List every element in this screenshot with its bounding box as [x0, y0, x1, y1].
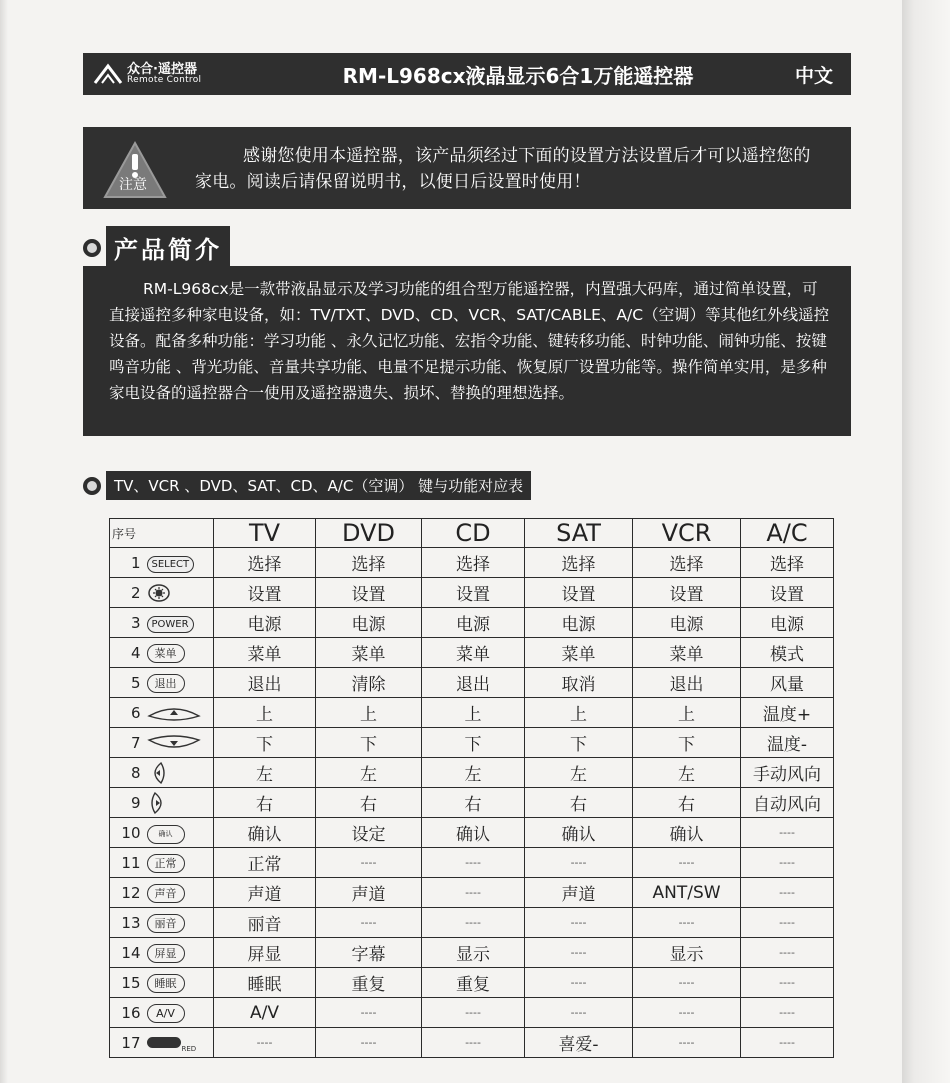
- function-cell: ----: [633, 1028, 741, 1058]
- function-cell: 电源: [741, 608, 834, 638]
- row-number: 13: [110, 908, 144, 938]
- function-cell: 选择: [422, 548, 525, 578]
- function-cell: ----: [422, 1028, 525, 1058]
- remote-key-cell: [144, 548, 214, 578]
- function-cell: ----: [422, 848, 525, 878]
- row-number: 11: [110, 848, 144, 878]
- remote-key-label: 正常: [147, 854, 185, 873]
- col-header-dvd: DVD: [316, 519, 422, 548]
- setup-key-icon: [147, 583, 171, 603]
- remote-key-cell: [144, 758, 214, 788]
- function-cell: 选择: [525, 548, 633, 578]
- function-cell: ----: [422, 908, 525, 938]
- table-row: [110, 728, 834, 758]
- remote-key-cell: [144, 578, 214, 608]
- table-row: [110, 908, 834, 938]
- row-number: 2: [110, 578, 144, 608]
- function-cell: 菜单: [316, 638, 422, 668]
- table-heading: [83, 471, 531, 500]
- table-row: [110, 968, 834, 998]
- remote-key-cell: [144, 818, 214, 848]
- function-cell: 清除: [316, 668, 422, 698]
- remote-key-cell: [144, 848, 214, 878]
- remote-key-label: SELECT: [147, 556, 195, 573]
- function-cell: 上: [525, 698, 633, 728]
- function-cell: 选择: [214, 548, 316, 578]
- intro-text: RM-L968cx是一款带液晶显示及学习功能的组合型万能遥控器，内置强大码库，通过简单设置，可直接遥控多种家电设备，如：TV/TXT、DVD、CD、VCR、SAT/CABLE、A/C（空调）等其他红外线遥控设备。配备多种功能：学习功能 、永久记忆功能、宏指令功能、键转移功能、时钟功能、闹钟功能、按键鸣音功能 、背光功能、音量共享功能、电量不足提示功能、恢复原厂设置功能等。操作简单实用，是多种家电设备的遥控器合一使用及遥控器遗失、损坏、替换的理想选择。: [109, 280, 830, 402]
- function-cell: 菜单: [214, 638, 316, 668]
- function-cell: ----: [316, 1028, 422, 1058]
- remote-key-cell: [144, 698, 214, 728]
- remote-key-cell: [144, 638, 214, 668]
- function-cell: ----: [316, 848, 422, 878]
- function-cell: 选择: [633, 548, 741, 578]
- table-row: [110, 1028, 834, 1058]
- function-cell: ----: [525, 938, 633, 968]
- function-cell: 选择: [741, 548, 834, 578]
- function-cell: 菜单: [422, 638, 525, 668]
- function-cell: ----: [741, 968, 834, 998]
- function-cell: ----: [741, 998, 834, 1028]
- function-cell: 左: [633, 758, 741, 788]
- seq-header: 序号: [110, 519, 214, 548]
- remote-key-label: 退出: [147, 674, 185, 693]
- table-row: [110, 548, 834, 578]
- intro-heading: [83, 226, 230, 269]
- function-cell: 声道: [525, 878, 633, 908]
- language-label: 中文: [794, 64, 833, 87]
- row-number: 16: [110, 998, 144, 1028]
- logo-name: 众合·遥控器: [127, 62, 197, 77]
- remote-key-label: 声音: [147, 884, 185, 903]
- function-cell: 重复: [422, 968, 525, 998]
- table-row: [110, 998, 834, 1028]
- function-cell: 电源: [214, 608, 316, 638]
- function-cell: 温度+: [741, 698, 834, 728]
- row-number: 10: [110, 818, 144, 848]
- logo-subtitle: Remote Control: [127, 75, 202, 85]
- function-cell: ----: [316, 908, 422, 938]
- function-cell: 设定: [316, 818, 422, 848]
- remote-key-label: 屏显: [147, 944, 185, 963]
- function-cell: 下: [633, 728, 741, 758]
- function-cell: 左: [316, 758, 422, 788]
- function-cell: ----: [525, 908, 633, 938]
- function-cell: 右: [525, 788, 633, 818]
- function-cell: ANT/SW: [633, 878, 741, 908]
- table-row: [110, 848, 834, 878]
- section-bullet-icon: [83, 239, 101, 257]
- function-cell: ----: [316, 998, 422, 1028]
- function-cell: 菜单: [525, 638, 633, 668]
- table-row: [110, 758, 834, 788]
- function-cell: 左: [214, 758, 316, 788]
- table-row: [110, 668, 834, 698]
- col-header-ac: A/C: [741, 519, 834, 548]
- remote-key-label: 确认: [147, 825, 185, 844]
- table-row: [110, 578, 834, 608]
- function-cell: 右: [316, 788, 422, 818]
- function-cell: 右: [422, 788, 525, 818]
- function-cell: 左: [525, 758, 633, 788]
- key-function-table: [109, 518, 834, 1058]
- row-number: 15: [110, 968, 144, 998]
- remote-key-cell: [144, 668, 214, 698]
- function-cell: 手动风向: [741, 758, 834, 788]
- function-cell: 下: [214, 728, 316, 758]
- remote-key-cell: [144, 728, 214, 758]
- row-number: 9: [110, 788, 144, 818]
- table-row: [110, 788, 834, 818]
- page-left-shadow: [0, 0, 8, 1083]
- function-cell: 设置: [741, 578, 834, 608]
- remote-key-cell: [144, 1028, 214, 1058]
- function-cell: 设置: [316, 578, 422, 608]
- function-cell: 退出: [422, 668, 525, 698]
- function-cell: 丽音: [214, 908, 316, 938]
- left-arrow-key-icon: [147, 763, 169, 783]
- function-cell: ----: [214, 1028, 316, 1058]
- row-number: 3: [110, 608, 144, 638]
- function-cell: ----: [633, 908, 741, 938]
- intro-box: [83, 266, 851, 436]
- row-number: 1: [110, 548, 144, 578]
- function-cell: 温度-: [741, 728, 834, 758]
- function-cell: ----: [633, 998, 741, 1028]
- function-cell: ----: [741, 818, 834, 848]
- down-arrow-key-icon: [147, 733, 201, 753]
- function-cell: 自动风向: [741, 788, 834, 818]
- function-cell: 设置: [422, 578, 525, 608]
- function-cell: ----: [741, 1028, 834, 1058]
- col-header-vcr: VCR: [633, 519, 741, 548]
- function-cell: 选择: [316, 548, 422, 578]
- row-number: 4: [110, 638, 144, 668]
- function-cell: ----: [525, 848, 633, 878]
- row-number: 7: [110, 728, 144, 758]
- function-cell: 左: [422, 758, 525, 788]
- function-cell: 设置: [525, 578, 633, 608]
- function-cell: 重复: [316, 968, 422, 998]
- remote-key-cell: [144, 968, 214, 998]
- function-cell: 正常: [214, 848, 316, 878]
- next-page-edge: [902, 0, 950, 1083]
- function-cell: 显示: [422, 938, 525, 968]
- function-cell: 上: [316, 698, 422, 728]
- notice-box: [83, 127, 851, 209]
- row-number: 17: [110, 1028, 144, 1058]
- function-cell: 上: [422, 698, 525, 728]
- remote-key-cell: [144, 788, 214, 818]
- intro-heading-text: 产品简介: [106, 226, 230, 269]
- function-cell: 退出: [633, 668, 741, 698]
- row-number: 8: [110, 758, 144, 788]
- table-row: [110, 638, 834, 668]
- remote-key-label: 丽音: [147, 914, 185, 933]
- function-cell: 右: [214, 788, 316, 818]
- function-cell: 退出: [214, 668, 316, 698]
- remote-key-label: POWER: [147, 616, 194, 633]
- remote-key-label: 菜单: [147, 644, 185, 663]
- function-cell: ----: [525, 998, 633, 1028]
- function-cell: 字幕: [316, 938, 422, 968]
- function-cell: 上: [633, 698, 741, 728]
- function-cell: 电源: [525, 608, 633, 638]
- notice-text: 感谢您使用本遥控器，该产品须经过下面的设置方法设置后才可以遥控您的家电。阅读后请保留说明书，以便日后设置时使用！: [195, 146, 811, 192]
- function-cell: ----: [741, 848, 834, 878]
- function-cell: 下: [316, 728, 422, 758]
- function-cell: 模式: [741, 638, 834, 668]
- function-cell: 喜爱-: [525, 1028, 633, 1058]
- function-cell: 声道: [316, 878, 422, 908]
- function-cell: ----: [741, 878, 834, 908]
- function-cell: 电源: [633, 608, 741, 638]
- table-header-row: [110, 519, 834, 548]
- right-arrow-key-icon: [147, 793, 169, 813]
- col-header-cd: CD: [422, 519, 525, 548]
- function-cell: 确认: [525, 818, 633, 848]
- function-cell: 确认: [633, 818, 741, 848]
- table-row: [110, 698, 834, 728]
- function-cell: 菜单: [633, 638, 741, 668]
- function-cell: 风量: [741, 668, 834, 698]
- logo-mark-icon: [93, 63, 123, 85]
- function-cell: ----: [741, 908, 834, 938]
- remote-key-cell: [144, 878, 214, 908]
- remote-key-cell: [144, 608, 214, 638]
- remote-key-label: A/V: [147, 1004, 185, 1023]
- function-cell: A/V: [214, 998, 316, 1028]
- function-cell: 电源: [422, 608, 525, 638]
- remote-key-cell: [144, 938, 214, 968]
- row-number: 6: [110, 698, 144, 728]
- function-cell: ----: [741, 938, 834, 968]
- function-cell: 电源: [316, 608, 422, 638]
- function-cell: ----: [633, 848, 741, 878]
- function-cell: 上: [214, 698, 316, 728]
- function-cell: 设置: [214, 578, 316, 608]
- table-row: [110, 878, 834, 908]
- row-number: 5: [110, 668, 144, 698]
- function-cell: 设置: [633, 578, 741, 608]
- up-arrow-key-icon: [147, 703, 201, 723]
- function-cell: 显示: [633, 938, 741, 968]
- function-cell: 屏显: [214, 938, 316, 968]
- function-cell: ----: [525, 968, 633, 998]
- document-title: RM-L968cx液晶显示6合1万能遥控器: [342, 63, 694, 88]
- table-row: [110, 608, 834, 638]
- red-key-label: RED: [181, 1044, 197, 1053]
- function-cell: 声道: [214, 878, 316, 908]
- function-cell: 取消: [525, 668, 633, 698]
- warning-label: 注意: [119, 177, 147, 193]
- header-band: [83, 53, 851, 95]
- remote-key-cell: [144, 998, 214, 1028]
- function-cell: 确认: [214, 818, 316, 848]
- function-cell: ----: [633, 968, 741, 998]
- function-cell: 下: [525, 728, 633, 758]
- section-bullet-icon: [83, 477, 101, 495]
- function-cell: ----: [422, 878, 525, 908]
- function-cell: ----: [422, 998, 525, 1028]
- remote-key-cell: [144, 908, 214, 938]
- table-row: [110, 938, 834, 968]
- function-cell: 睡眠: [214, 968, 316, 998]
- function-cell: 下: [422, 728, 525, 758]
- remote-key-label: 睡眠: [147, 974, 185, 993]
- function-cell: 右: [633, 788, 741, 818]
- red-key-icon: [147, 1037, 181, 1048]
- brand-logo: [93, 63, 243, 85]
- col-header-tv: TV: [214, 519, 316, 548]
- table-heading-text: TV、VCR 、DVD、SAT、CD、A/C（空调） 键与功能对应表: [106, 471, 531, 500]
- col-header-sat: SAT: [525, 519, 633, 548]
- function-cell: 确认: [422, 818, 525, 848]
- row-number: 14: [110, 938, 144, 968]
- table-row: [110, 818, 834, 848]
- row-number: 12: [110, 878, 144, 908]
